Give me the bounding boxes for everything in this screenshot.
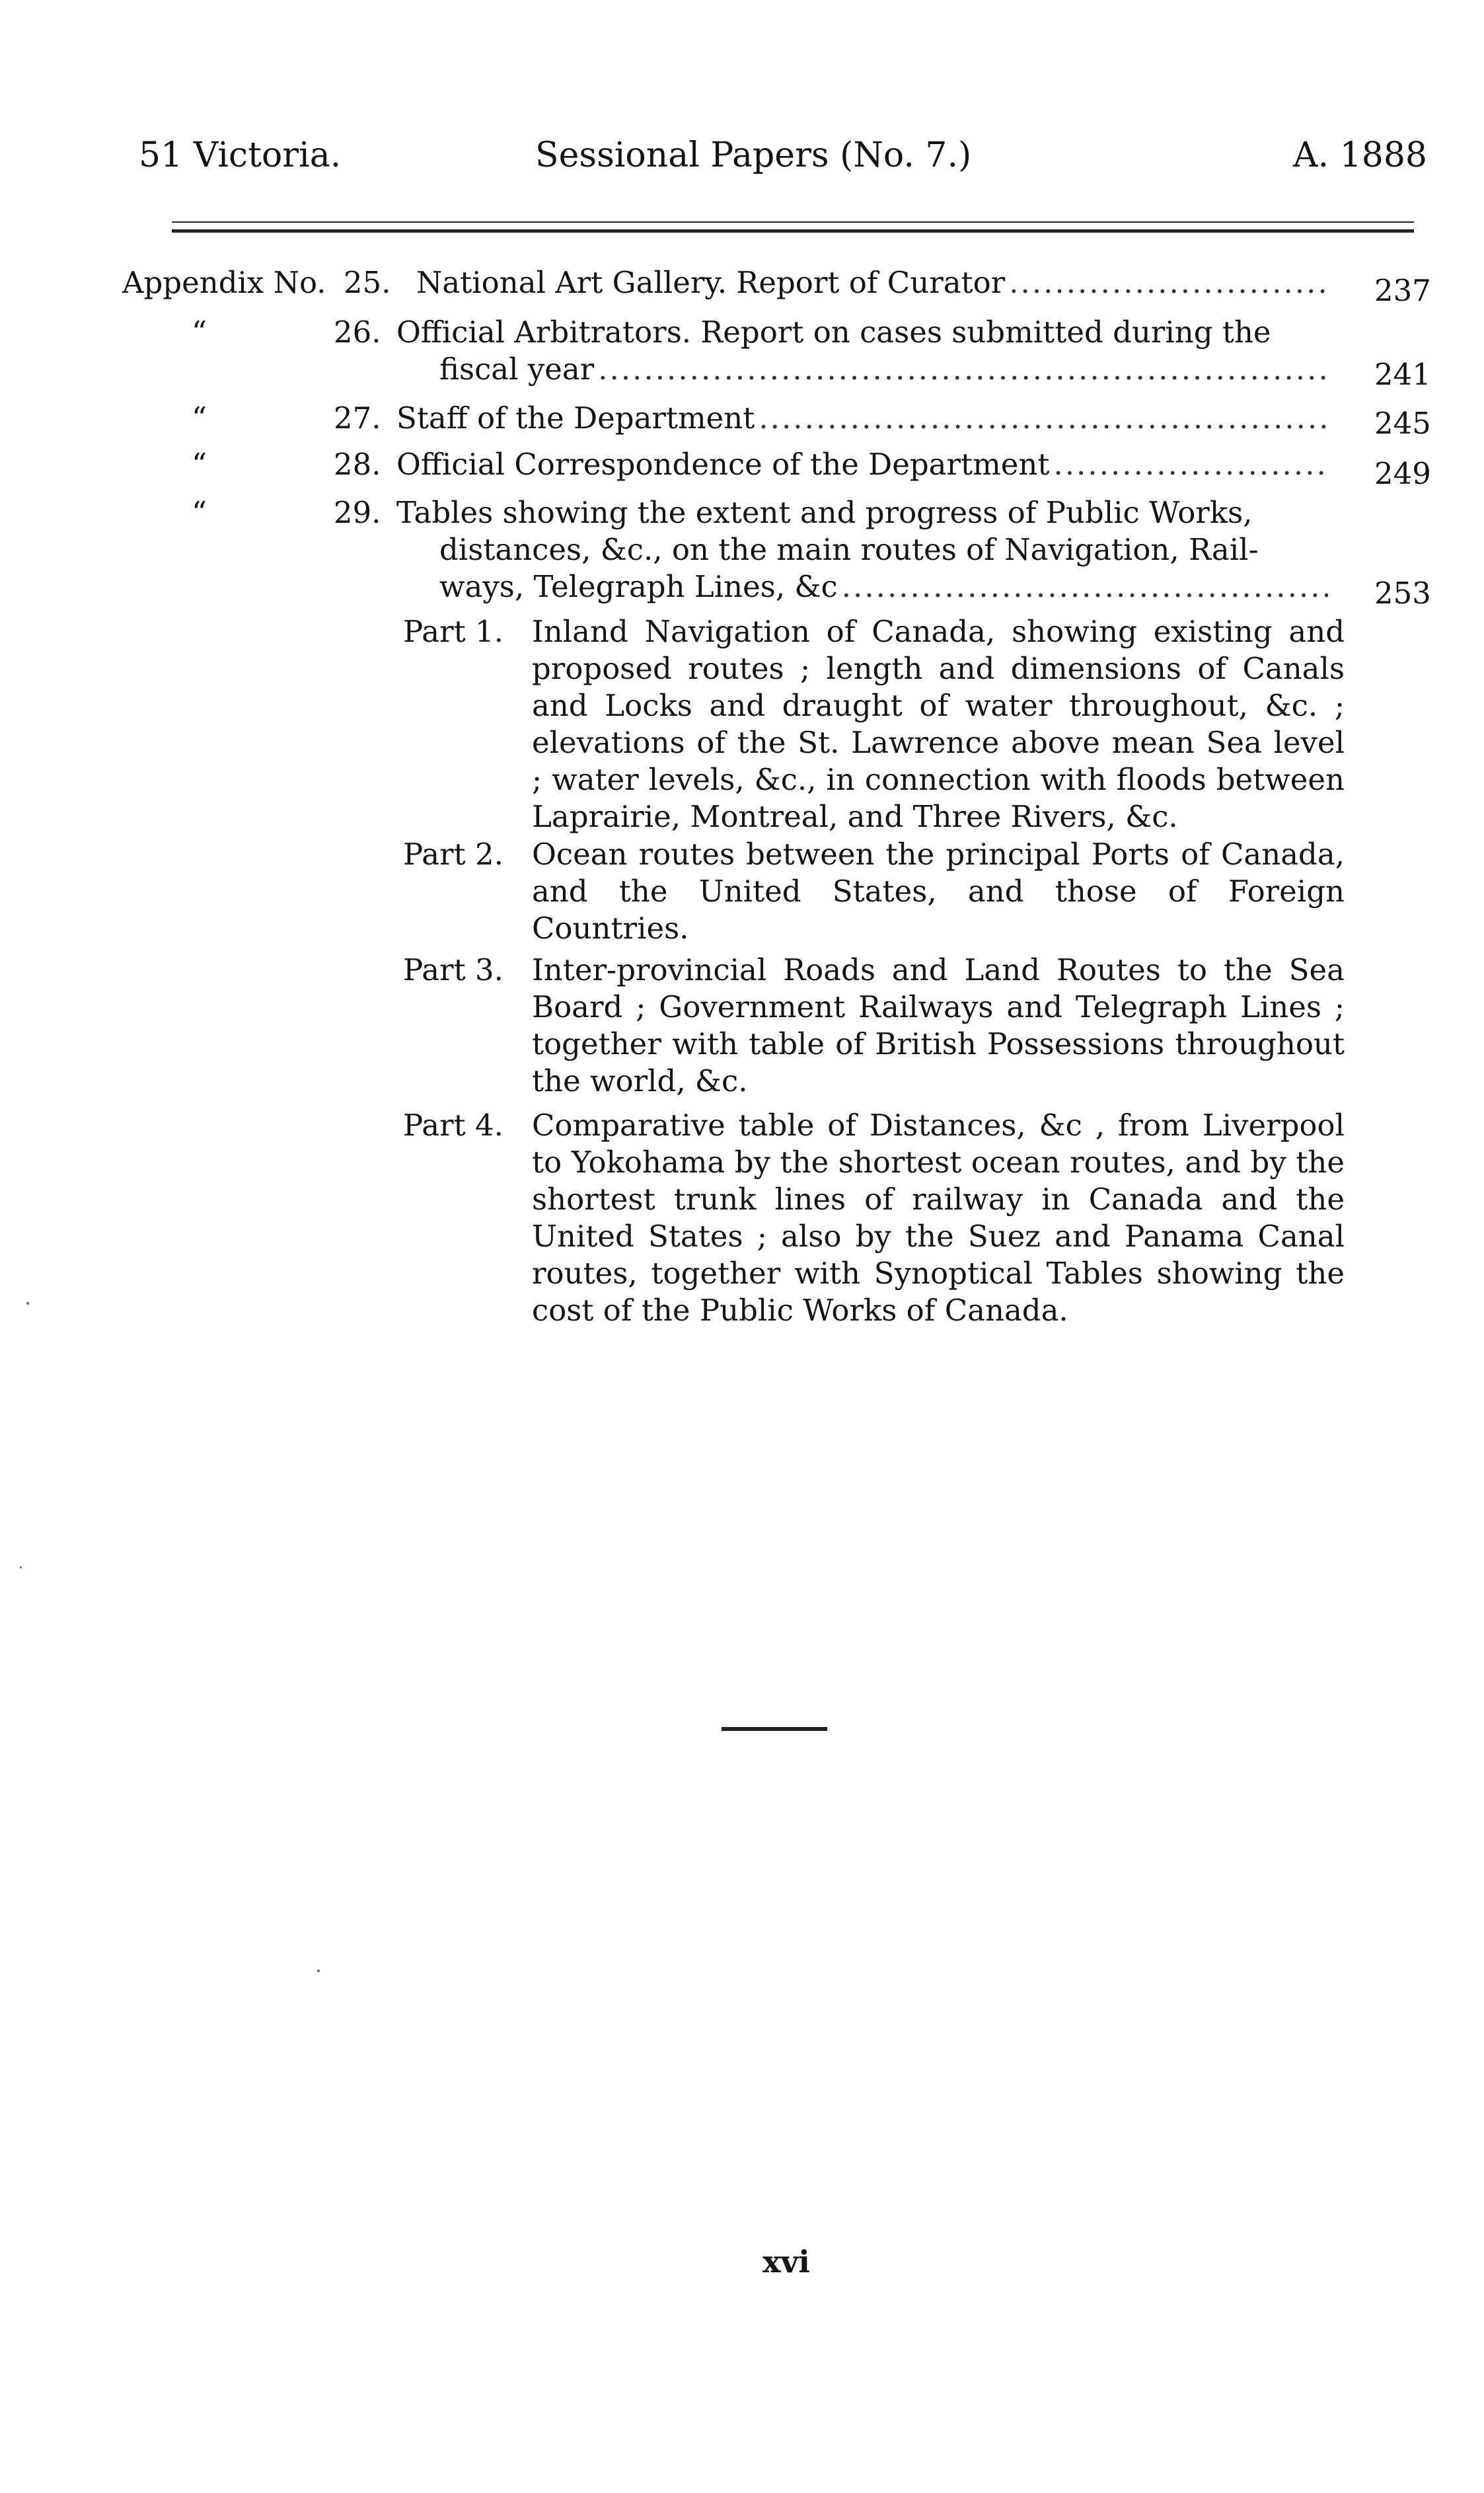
dot-leader <box>1009 264 1331 301</box>
part-3 <box>403 952 1348 1104</box>
entry-number: 27. <box>334 401 381 436</box>
entry-prefix: “ <box>192 315 207 350</box>
toc-entry-28 <box>0 446 1484 491</box>
entry-title: Staff of the Department <box>396 401 755 436</box>
entry-number: 25. <box>344 265 391 300</box>
part-label: Part 2. <box>403 837 503 872</box>
dot-leader <box>1053 446 1328 483</box>
entry-title-line <box>416 264 1331 301</box>
running-header <box>139 135 1427 188</box>
entry-title-line-2 <box>439 351 1328 388</box>
entry-title: National Art Gallery. Report of Curator <box>416 265 1006 300</box>
entry-page-number: 245 <box>1374 406 1431 441</box>
header-rule-thick <box>172 229 1414 233</box>
header-title: Sessional Papers (No. 7.) <box>535 135 972 175</box>
dot-leader <box>598 351 1328 388</box>
print-speck <box>20 1566 22 1568</box>
part-description: Ocean routes between the principal Ports of Canada, and the United States, and those of Foreign Countries. <box>532 837 1345 946</box>
entry-title-line-2: distances, &c., on the main routes of Navigation, Rail- <box>439 532 1259 567</box>
section-divider <box>722 1727 827 1731</box>
entry-title-cont: fiscal year <box>439 352 595 387</box>
dot-leader <box>842 568 1328 605</box>
part-description: Inter-provincial Roads and Land Routes to the Sea Board ; Government Railways and Telegraph Lines ; together with table of British Possessions throughout the world, &c. <box>532 952 1345 1098</box>
part-label: Part 1. <box>403 614 503 649</box>
entry-title-line <box>396 446 1328 483</box>
entry-prefix: “ <box>192 495 207 530</box>
entry-prefix: Appendix No. <box>122 265 326 300</box>
toc-entry-27 <box>0 400 1484 440</box>
entry-title: Official Correspondence of the Department <box>396 447 1050 482</box>
part-label: Part 3. <box>403 952 503 987</box>
toc-entry-26 <box>0 314 1484 393</box>
entry-title-cont: ways, Telegraph Lines, &c <box>439 569 838 604</box>
page-folio: xvi <box>762 2244 810 2280</box>
entry-number: 28. <box>334 447 381 482</box>
entry-page-number: 237 <box>1374 273 1431 308</box>
part-4 <box>403 1107 1348 1332</box>
entry-number: 29. <box>334 495 381 530</box>
entry-number: 26. <box>334 315 381 350</box>
entry-page-number: 249 <box>1374 456 1431 491</box>
part-2 <box>403 836 1348 948</box>
entry-title-line <box>396 400 1328 437</box>
print-speck <box>317 1970 320 1972</box>
part-description: Inland Navigation of Canada, showing existing and proposed routes ; length and dimensions of Canals and Locks and draught of water throughout, &c. ; elevations of the St. Lawrence above mean Sea level ; water levels, &c., in connection with floods between Laprairie, Montreal, and Three Rivers, &c. <box>532 614 1345 834</box>
toc-entry-25 <box>0 264 1484 308</box>
entry-page-number: 241 <box>1374 357 1431 392</box>
part-description: Comparative table of Distances, &c , from Liverpool to Yokohama by the shortest ocean routes, and by the shortest trunk lines of railway in Canada and the United States ; also by the Suez and Panama Canal routes, together with Synoptical Tables showing the cost of the Public Works of Canada. <box>532 1108 1345 1328</box>
dot-leader <box>759 400 1328 437</box>
entry-title-line-1: Tables showing the extent and progress of Public Works, <box>396 495 1253 530</box>
print-speck <box>26 1302 29 1305</box>
part-1 <box>403 613 1348 838</box>
part-label: Part 4. <box>403 1108 503 1143</box>
header-year: A. 1888 <box>1293 135 1427 175</box>
entry-prefix: “ <box>192 447 207 482</box>
entry-prefix: “ <box>192 401 207 436</box>
toc-entry-29 <box>0 494 1484 613</box>
entry-title-line-3 <box>439 568 1328 605</box>
entry-title-line-1: Official Arbitrators. Report on cases submitted during the <box>396 315 1271 350</box>
header-volume: 51 Victoria. <box>139 135 342 175</box>
entry-page-number: 253 <box>1374 576 1431 611</box>
header-rule-thin <box>172 221 1414 223</box>
